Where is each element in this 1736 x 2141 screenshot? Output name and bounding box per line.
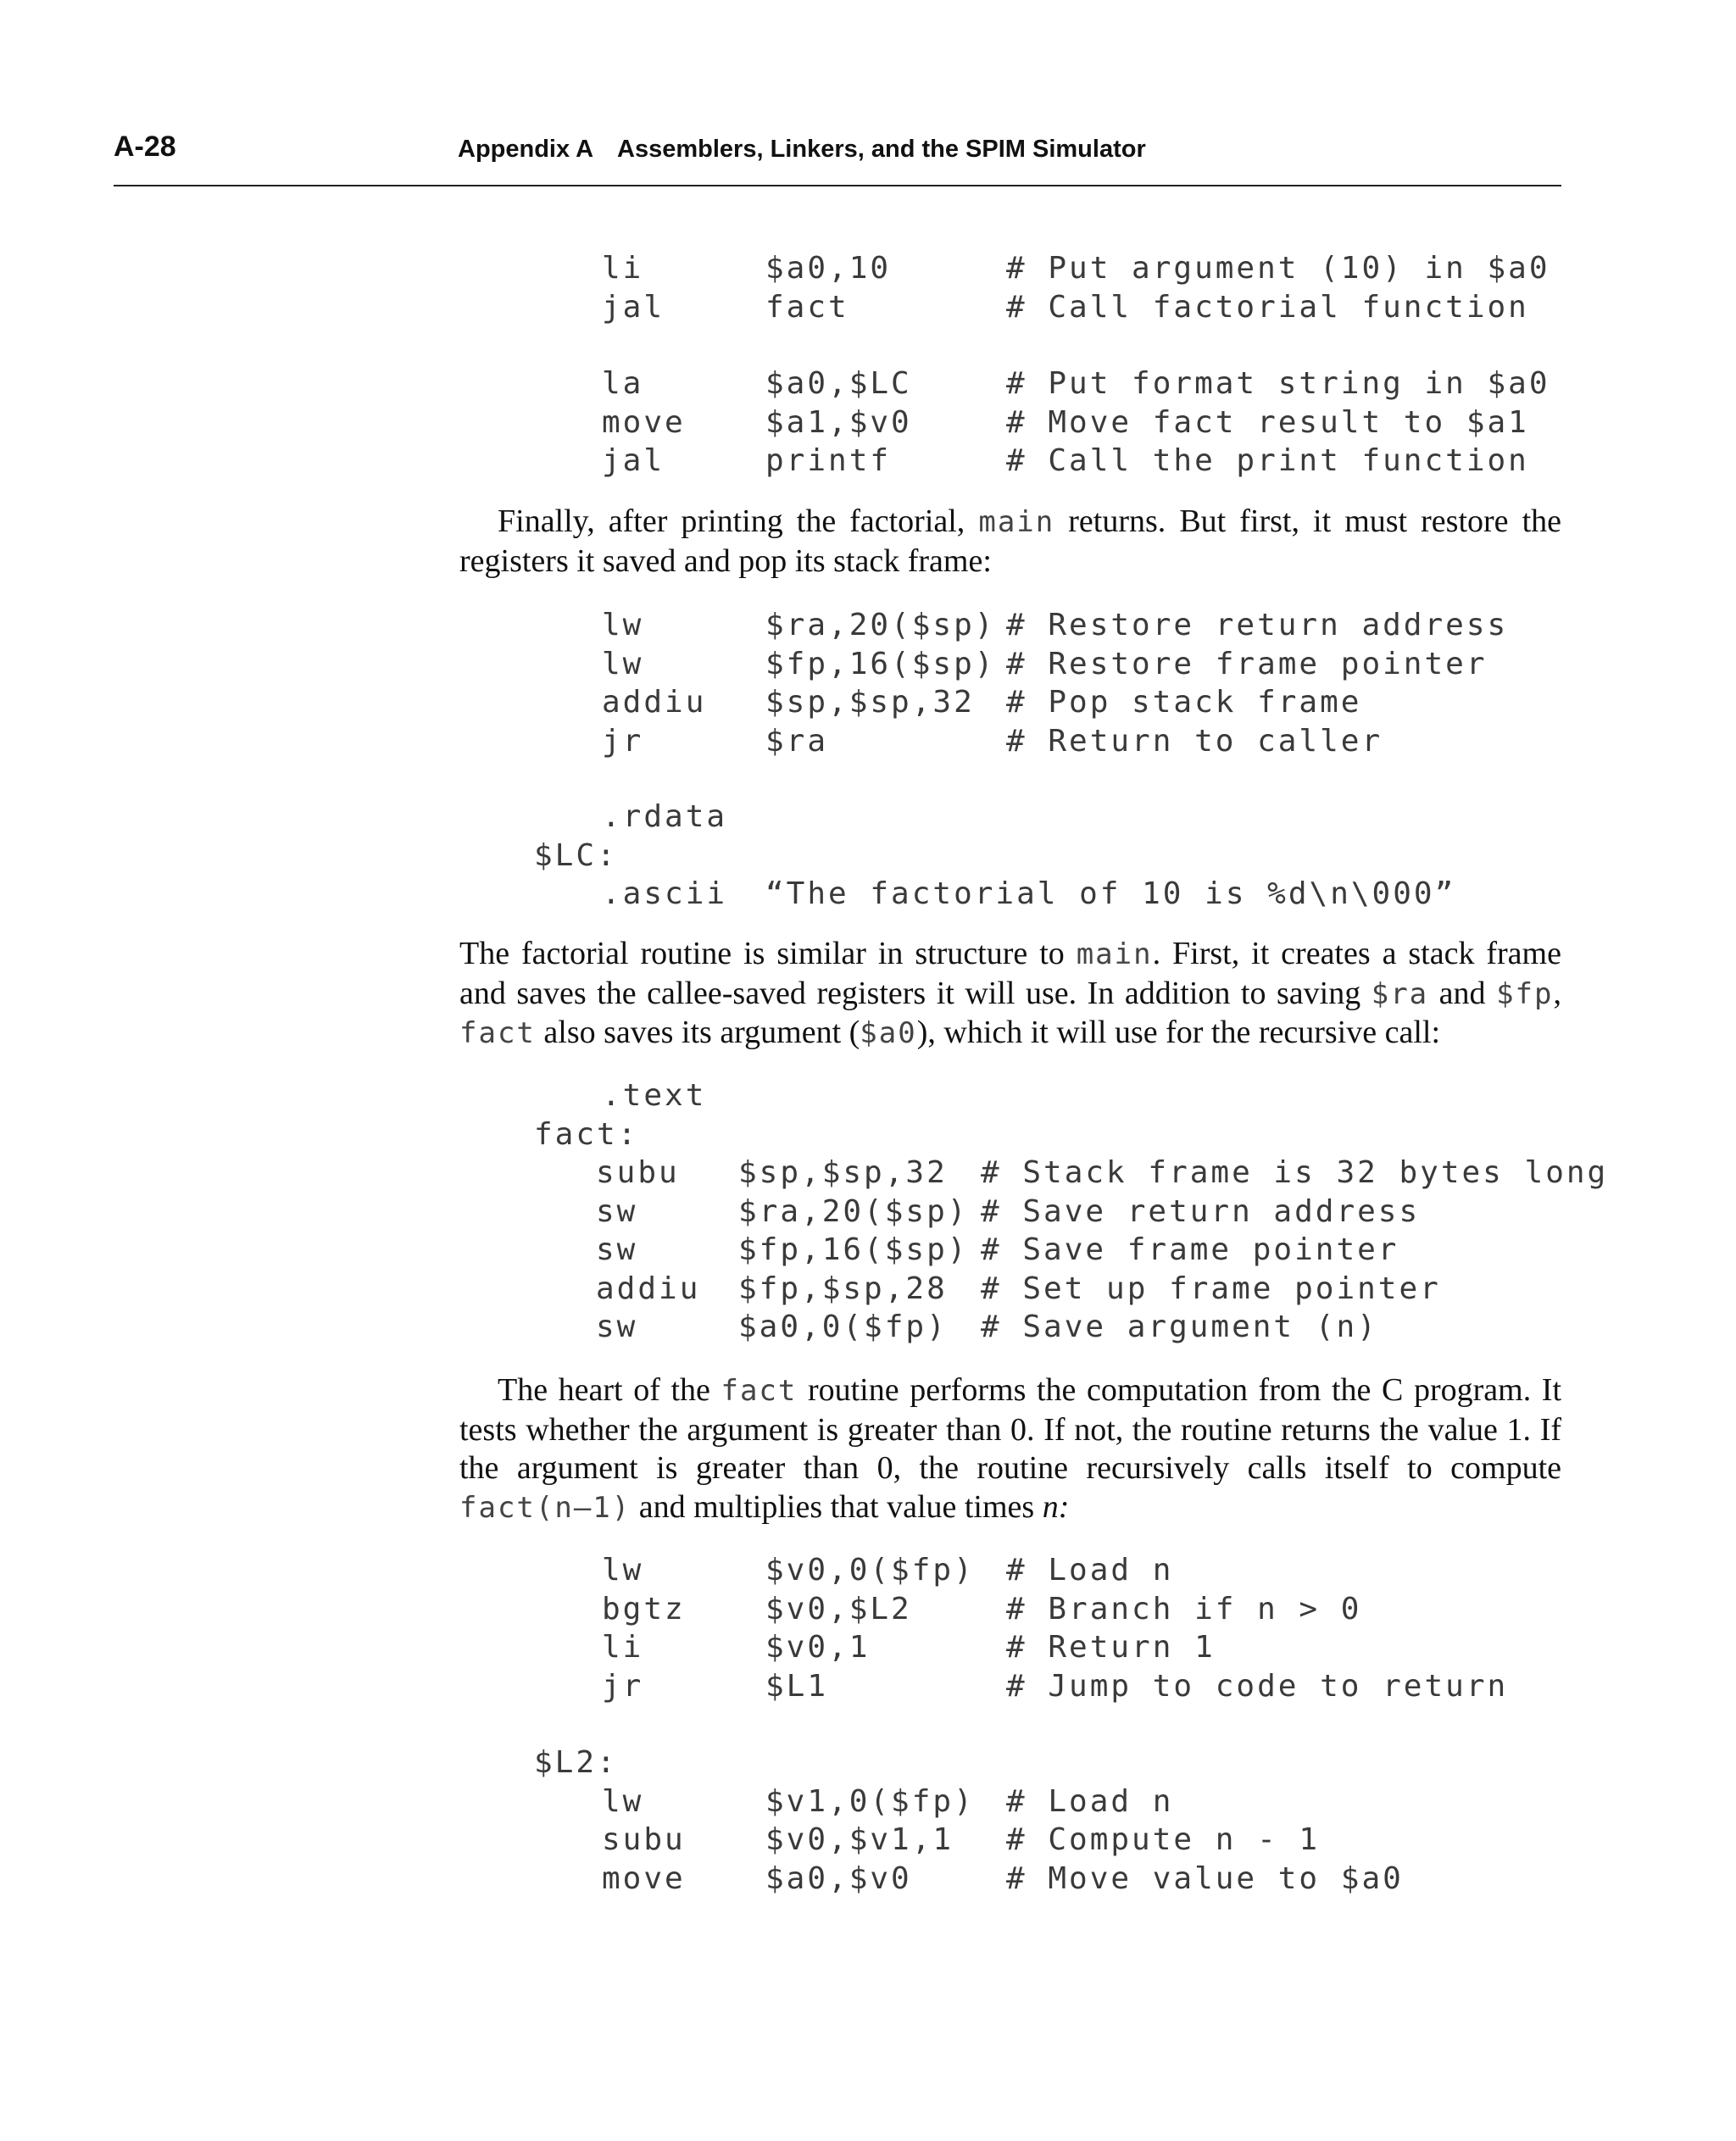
code-label: $LC: xyxy=(534,837,618,873)
inline-code: $fp xyxy=(1496,976,1554,1011)
code-comment: # Call the print function xyxy=(1006,443,1529,478)
code-op: jr xyxy=(602,1668,644,1704)
code-line xyxy=(0,1822,1321,1861)
code-block-4 xyxy=(0,799,1456,915)
body-paragraph: The heart of the fact routine performs the computation from the C program. It tests whether the argument is greater than 0. If not, the routine returns the value 1. If the argument is greater than 0, the routine recursively calls itself to compute fact(n–1) and multiplies that value times n: xyxy=(459,1372,1561,1525)
code-comment: # Pop stack frame xyxy=(1006,685,1362,720)
code-line xyxy=(0,1310,1378,1349)
code-args: $v0,0($fp) xyxy=(765,1553,975,1588)
inline-code: main xyxy=(1076,937,1153,971)
inline-code: fact(n–1) xyxy=(459,1490,632,1525)
code-line xyxy=(0,1860,1404,1900)
code-op: subu xyxy=(602,1822,686,1857)
code-block-7 xyxy=(0,1745,1404,1899)
code-line xyxy=(0,1783,1174,1823)
code-line xyxy=(0,799,728,838)
code-comment: # Set up frame pointer xyxy=(981,1271,1441,1306)
code-op: li xyxy=(602,1630,644,1665)
code-op: move xyxy=(602,404,686,440)
code-directive: .text xyxy=(602,1078,707,1113)
code-args: $v1,0($fp) xyxy=(765,1783,975,1819)
code-args: $a0,$LC xyxy=(765,366,912,401)
code-op: jr xyxy=(602,723,644,759)
code-args: $sp,$sp,32 xyxy=(738,1155,948,1190)
code-op: lw xyxy=(602,608,644,642)
code-line xyxy=(0,837,618,877)
code-args: $sp,$sp,32 xyxy=(765,685,975,720)
code-args: fact xyxy=(765,289,849,325)
code-comment: # Restore return address xyxy=(1006,608,1509,642)
code-line xyxy=(0,1232,1399,1271)
code-op: subu xyxy=(596,1155,680,1190)
code-line xyxy=(0,685,1362,724)
code-op: jal xyxy=(602,443,665,478)
inline-code: $ra xyxy=(1371,976,1429,1011)
code-op: la xyxy=(602,366,644,401)
code-line xyxy=(0,608,1509,647)
code-args: printf xyxy=(765,443,892,478)
code-line xyxy=(0,251,1550,290)
code-line xyxy=(0,443,1529,482)
code-comment: # Compute n - 1 xyxy=(1006,1822,1321,1857)
code-comment: # Put argument (10) in $a0 xyxy=(1006,251,1550,286)
code-block-5 xyxy=(0,1078,1609,1349)
code-comment: # Return to caller xyxy=(1006,723,1383,759)
code-op: bgtz xyxy=(602,1591,686,1627)
code-line xyxy=(0,1745,618,1784)
code-comment: # Save frame pointer xyxy=(981,1232,1399,1267)
inline-code: main xyxy=(978,505,1055,539)
code-op: li xyxy=(602,251,644,286)
code-op: lw xyxy=(602,1553,644,1588)
code-comment: # Move value to $a0 xyxy=(1006,1860,1404,1896)
code-args: $L1 xyxy=(765,1668,829,1704)
code-comment: # Jump to code to return xyxy=(1006,1668,1509,1704)
code-directive: .rdata xyxy=(602,799,728,834)
code-line xyxy=(0,1630,1216,1669)
code-args: $a0,0($fp) xyxy=(738,1310,948,1344)
code-line xyxy=(0,289,1529,329)
code-label: fact: xyxy=(534,1116,639,1152)
code-block-3 xyxy=(0,608,1509,762)
code-args: $v0,1 xyxy=(765,1630,871,1665)
body-paragraph: The factorial routine is similar in structure to main. First, it creates a stack frame and saves the callee-saved registers it will use. In addition to saving $ra and $fp, fact also saves its argument ($a0), which it will use for the recursive call: xyxy=(459,936,1561,1050)
code-line xyxy=(0,723,1383,763)
code-comment: # Restore frame pointer xyxy=(1006,646,1488,681)
code-args: $a0,$v0 xyxy=(765,1860,912,1896)
code-op: lw xyxy=(602,646,644,681)
code-comment: # Put format string in $a0 xyxy=(1006,366,1550,401)
code-op: lw xyxy=(602,1783,644,1819)
code-op: addiu xyxy=(602,685,707,720)
code-args: $ra,20($sp) xyxy=(765,608,996,642)
code-line xyxy=(0,366,1550,405)
code-args: $fp,16($sp) xyxy=(765,646,996,681)
chapter-title: Assemblers, Linkers, and the SPIM Simulator xyxy=(617,136,1146,163)
inline-code: fact xyxy=(459,1016,536,1050)
code-comment: # Load n xyxy=(1006,1783,1174,1819)
code-comment: # Call factorial function xyxy=(1006,289,1529,325)
code-comment: # Return 1 xyxy=(1006,1630,1216,1665)
code-op: .ascii xyxy=(602,876,728,911)
code-comment: # Stack frame is 32 bytes long xyxy=(981,1155,1609,1190)
code-block-6 xyxy=(0,1553,1509,1707)
code-args: $ra,20($sp) xyxy=(738,1193,969,1229)
code-args: $fp,$sp,28 xyxy=(738,1271,948,1306)
code-comment: # Load n xyxy=(1006,1553,1174,1588)
body-paragraph: Finally, after printing the factorial, main returns. But first, it must restore the registers it saved and pop its stack frame: xyxy=(459,503,1561,579)
appendix-label: Appendix A xyxy=(458,136,594,163)
code-args: $a1,$v0 xyxy=(765,404,912,440)
code-line xyxy=(0,1591,1362,1631)
code-op: addiu xyxy=(596,1271,701,1306)
code-line xyxy=(0,646,1488,686)
code-line xyxy=(0,1271,1441,1310)
code-line xyxy=(0,1193,1421,1233)
running-head xyxy=(458,136,1146,164)
code-op: sw xyxy=(596,1232,638,1267)
code-line xyxy=(0,1116,639,1156)
code-args: $a0,10 xyxy=(765,251,892,286)
code-op: sw xyxy=(596,1310,638,1344)
code-block-1 xyxy=(0,251,1550,328)
inline-code: $a0 xyxy=(860,1016,917,1050)
code-args: $ra xyxy=(765,723,829,759)
code-args: $v0,$v1,1 xyxy=(765,1822,954,1857)
code-line xyxy=(0,1078,707,1117)
code-op: sw xyxy=(596,1193,638,1229)
code-op: move xyxy=(602,1860,686,1896)
code-args: “The factorial of 10 is %d\n\000” xyxy=(765,876,1456,911)
page-header xyxy=(114,125,1561,186)
code-line xyxy=(0,404,1529,444)
code-comment: # Save argument (n) xyxy=(981,1310,1378,1344)
code-comment: # Branch if n > 0 xyxy=(1006,1591,1362,1627)
code-args: $fp,16($sp) xyxy=(738,1232,969,1267)
code-label: $L2: xyxy=(534,1745,618,1780)
page-number: A-28 xyxy=(114,131,176,163)
code-comment: # Move fact result to $a1 xyxy=(1006,404,1529,440)
code-comment: # Save return address xyxy=(981,1193,1421,1229)
code-op: jal xyxy=(602,289,665,325)
code-line xyxy=(0,1553,1174,1592)
code-line xyxy=(0,876,1456,915)
code-args: $v0,$L2 xyxy=(765,1591,912,1627)
inline-code: fact xyxy=(721,1374,798,1408)
code-line xyxy=(0,1155,1609,1194)
code-line xyxy=(0,1668,1509,1708)
code-block-2 xyxy=(0,366,1550,482)
